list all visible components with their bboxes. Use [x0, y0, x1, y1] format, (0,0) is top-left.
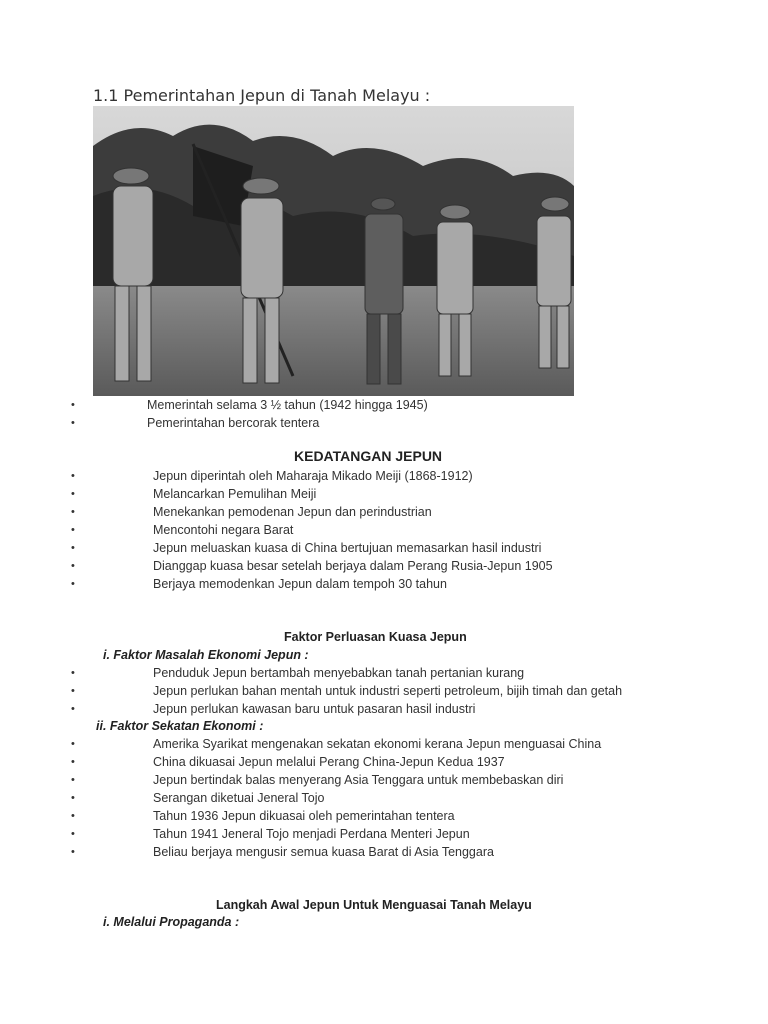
subhead-faktor-ekonomi: i. Faktor Masalah Ekonomi Jepun :	[103, 648, 309, 662]
bullet: •	[71, 399, 75, 411]
historical-photo	[93, 106, 574, 396]
heading-langkah-awal: Langkah Awal Jepun Untuk Menguasai Tanah Melayu	[216, 898, 532, 912]
subhead-melalui-propaganda: i. Melalui Propaganda :	[103, 915, 240, 929]
subhead-faktor-sekatan: ii. Faktor Sekatan Ekonomi :	[96, 719, 264, 733]
heading-faktor-perluasan: Faktor Perluasan Kuasa Jepun	[284, 630, 467, 644]
section-title: 1.1 Pemerintahan Jepun di Tanah Melayu :	[93, 86, 431, 105]
heading-kedatangan-jepun: KEDATANGAN JEPUN	[294, 448, 443, 464]
bullet: •	[71, 417, 75, 429]
soldiers-photo-illustration	[93, 106, 574, 396]
